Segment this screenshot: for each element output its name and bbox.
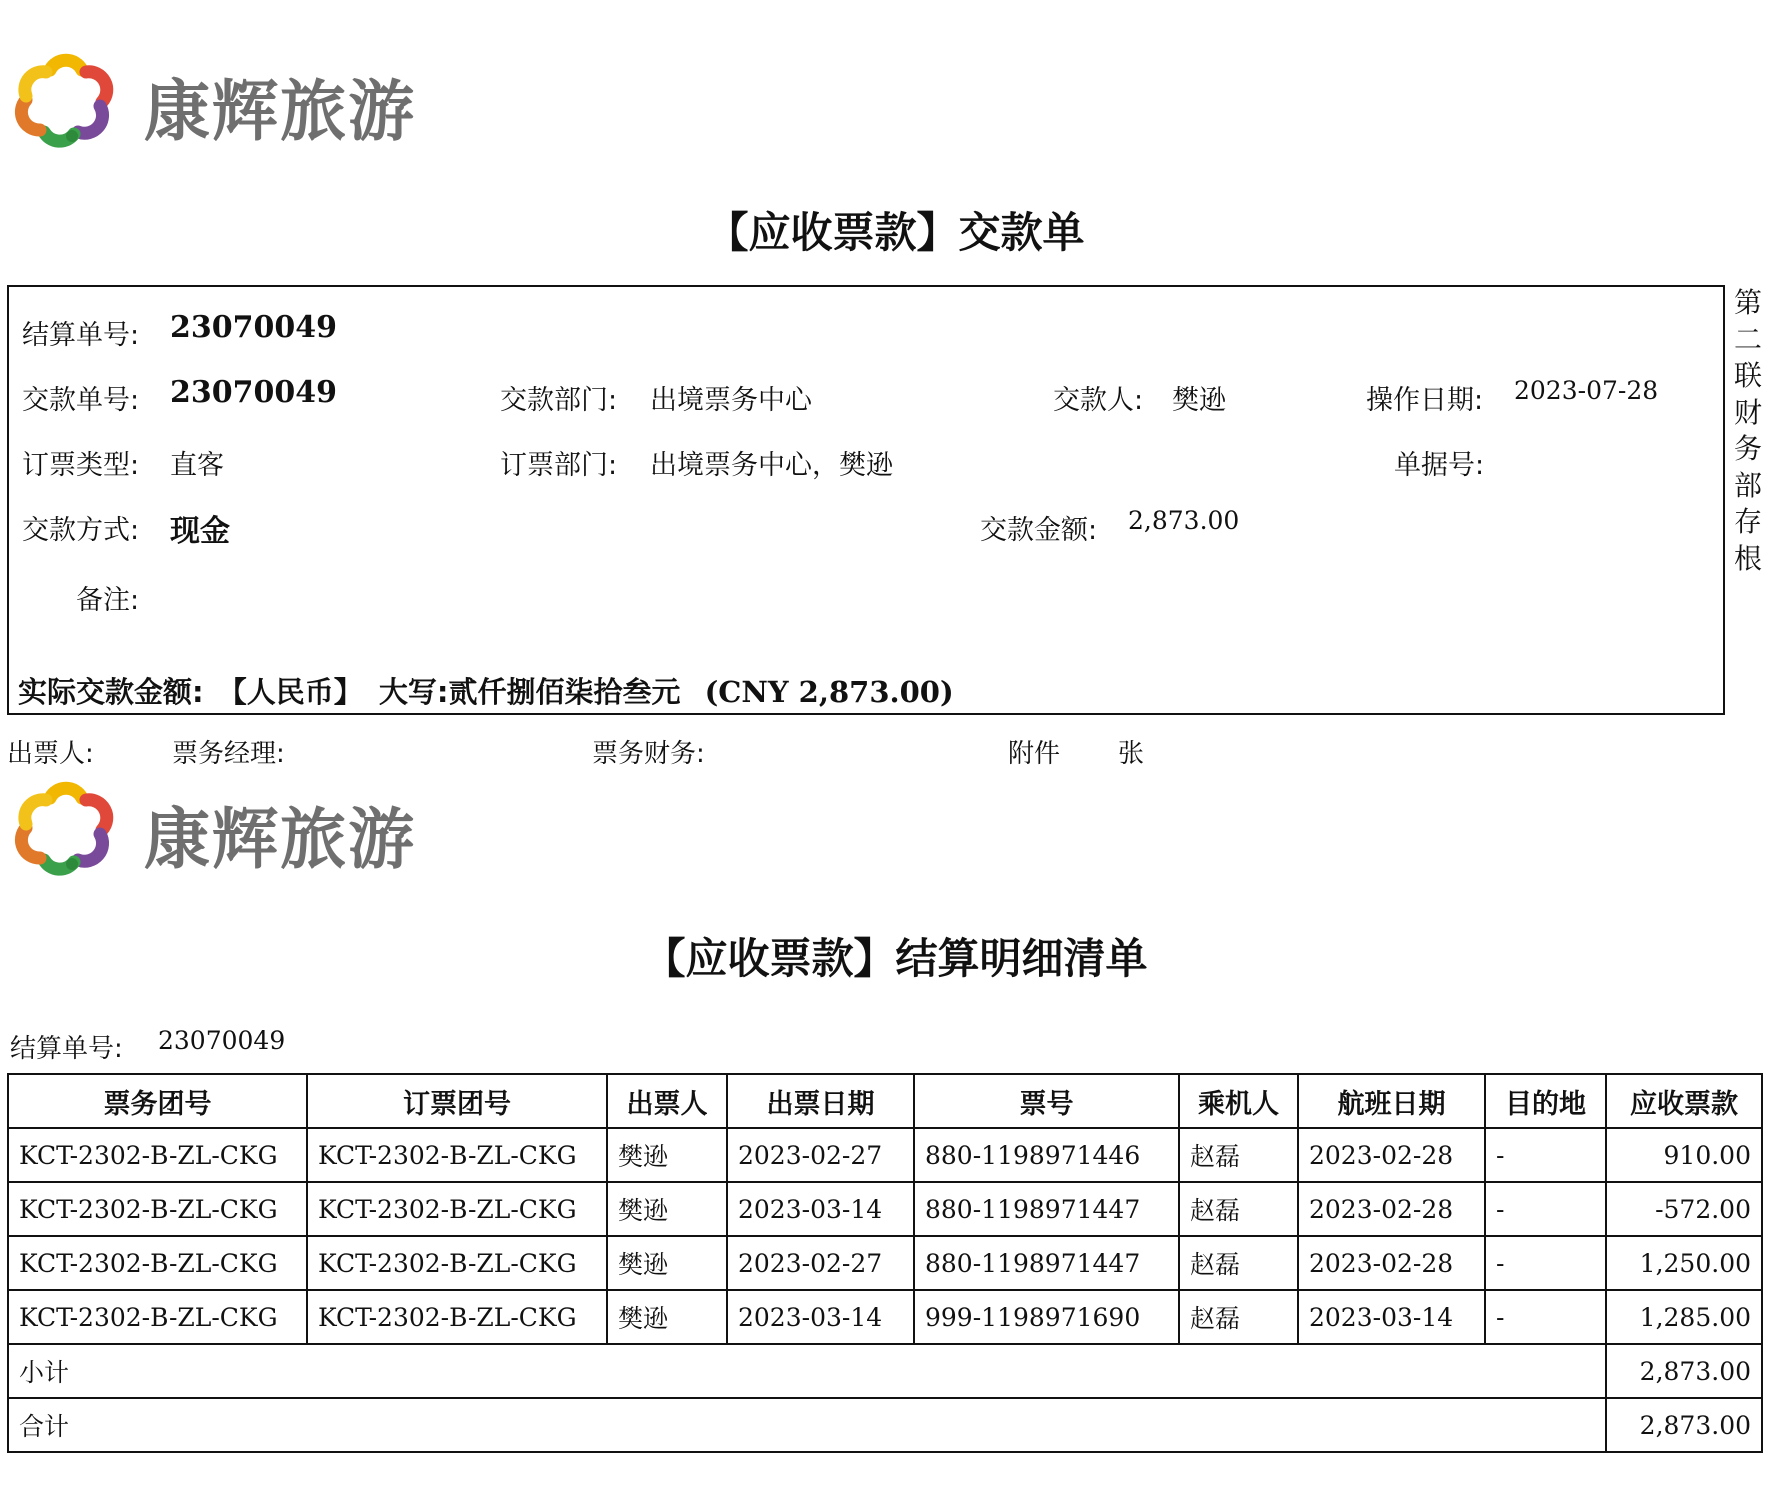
- cny-amount: (CNY 2,873.00): [704, 675, 954, 709]
- side-char: 存: [1733, 505, 1762, 538]
- header-row: [8, 1074, 1762, 1128]
- op-date: 2023-07-28: [1514, 376, 1659, 405]
- doc-no-label: 单据号:: [1394, 450, 1485, 481]
- payment-dept: 出境票务中心: [650, 385, 812, 416]
- sheets-label: 张: [1118, 739, 1145, 769]
- cell-passenger: 赵磊: [1179, 1236, 1298, 1290]
- cell-ticket-group: KCT-2302-B-ZL-CKG: [8, 1290, 307, 1344]
- cell-destination: -: [1485, 1236, 1606, 1290]
- side-char: 财: [1733, 395, 1762, 429]
- cell-destination: -: [1485, 1128, 1606, 1182]
- finance-label: 票务财务:: [592, 739, 705, 769]
- detail-table: [7, 1073, 1763, 1453]
- cell-issuer: 樊逊: [607, 1236, 727, 1290]
- cell-issue-date: 2023-02-27: [727, 1128, 914, 1182]
- capital-label: 大写:: [378, 675, 449, 709]
- cell-issue-date: 2023-03-14: [727, 1290, 914, 1344]
- column-header: 票号: [914, 1074, 1179, 1128]
- cell-passenger: 赵磊: [1179, 1182, 1298, 1236]
- cell-issuer: 樊逊: [607, 1128, 727, 1182]
- cell-destination: -: [1485, 1182, 1606, 1236]
- table-row: [8, 1182, 1762, 1236]
- cell-issuer: 樊逊: [607, 1290, 727, 1344]
- side-note: [1730, 285, 1766, 577]
- settlement-no: 23070049: [170, 310, 337, 345]
- amount-label: 交款金额:: [980, 515, 1098, 546]
- actual-label: 实际交款金额:: [18, 675, 204, 709]
- op-date-label: 操作日期:: [1366, 385, 1484, 416]
- table-row: [8, 1128, 1762, 1182]
- currency: 【人民币】: [217, 675, 363, 709]
- cell-ticket-no: 999-1198971690: [914, 1290, 1179, 1344]
- brand-name: 康辉旅游: [144, 801, 416, 878]
- cell-flight-date: 2023-02-28: [1298, 1182, 1485, 1236]
- column-header: 航班日期: [1298, 1074, 1485, 1128]
- capital-amount: 贰仟捌佰柒拾叁元: [448, 675, 681, 709]
- side-char: 务: [1733, 432, 1762, 465]
- side-char: 部: [1733, 468, 1762, 502]
- booking-type: 直客: [170, 450, 224, 481]
- issuer-label: 出票人:: [7, 739, 94, 769]
- total-value: 2,873.00: [1606, 1398, 1762, 1452]
- cell-ticket-group: KCT-2302-B-ZL-CKG: [8, 1128, 307, 1182]
- cell-booking-group: KCT-2302-B-ZL-CKG: [307, 1182, 607, 1236]
- booking-dept-label: 订票部门:: [500, 450, 618, 481]
- cell-ticket-no: 880-1198971447: [914, 1182, 1179, 1236]
- detail-settlement-no: 23070049: [158, 1026, 286, 1055]
- cell-flight-date: 2023-02-28: [1298, 1128, 1485, 1182]
- receipt-box: [7, 285, 1725, 715]
- payer-label: 交款人:: [1053, 385, 1144, 416]
- side-char: 根: [1733, 541, 1762, 575]
- cell-flight-date: 2023-02-28: [1298, 1236, 1485, 1290]
- cell-issue-date: 2023-02-27: [727, 1236, 914, 1290]
- cell-destination: -: [1485, 1290, 1606, 1344]
- pay-method-label: 交款方式:: [22, 515, 140, 546]
- total-row: [8, 1398, 1762, 1452]
- remark-label: 备注:: [76, 585, 140, 616]
- cell-issue-date: 2023-03-14: [727, 1182, 914, 1236]
- amount: 2,873.00: [1128, 506, 1240, 535]
- cell-receivable: 1,285.00: [1606, 1290, 1762, 1344]
- side-char: 联: [1733, 359, 1762, 392]
- cell-ticket-no: 880-1198971446: [914, 1128, 1179, 1182]
- receipt-title: 【应收票款】交款单: [706, 208, 1085, 257]
- subtotal-label: 小计: [8, 1344, 1606, 1398]
- pay-method: 现金: [170, 514, 230, 549]
- cell-ticket-group: KCT-2302-B-ZL-CKG: [8, 1182, 307, 1236]
- cell-receivable: 910.00: [1606, 1128, 1762, 1182]
- side-char: 第: [1733, 286, 1762, 319]
- detail-settlement-no-label: 结算单号:: [10, 1034, 123, 1064]
- settlement-no-label: 结算单号:: [22, 320, 140, 351]
- flower-logo-icon: [10, 768, 122, 880]
- company-logo: [10, 768, 430, 878]
- payer: 樊逊: [1172, 385, 1226, 416]
- payment-dept-label: 交款部门:: [500, 385, 618, 416]
- column-header: 票务团号: [8, 1074, 307, 1128]
- payment-no-label: 交款单号:: [22, 385, 140, 416]
- column-header: 乘机人: [1179, 1074, 1298, 1128]
- brand-name: 康辉旅游: [144, 73, 416, 150]
- payment-no: 23070049: [170, 375, 337, 410]
- attach-label: 附件: [1008, 739, 1061, 769]
- column-header: 订票团号: [307, 1074, 607, 1128]
- actual-amount-line: [18, 670, 954, 711]
- cell-booking-group: KCT-2302-B-ZL-CKG: [307, 1290, 607, 1344]
- cell-passenger: 赵磊: [1179, 1128, 1298, 1182]
- column-header: 出票日期: [727, 1074, 914, 1128]
- booking-type-label: 订票类型:: [22, 450, 140, 481]
- cell-passenger: 赵磊: [1179, 1290, 1298, 1344]
- column-header: 目的地: [1485, 1074, 1606, 1128]
- cell-receivable: -572.00: [1606, 1182, 1762, 1236]
- cell-booking-group: KCT-2302-B-ZL-CKG: [307, 1236, 607, 1290]
- cell-ticket-no: 880-1198971447: [914, 1236, 1179, 1290]
- subtotal-value: 2,873.00: [1606, 1344, 1762, 1398]
- cell-flight-date: 2023-03-14: [1298, 1290, 1485, 1344]
- cell-receivable: 1,250.00: [1606, 1236, 1762, 1290]
- side-char: 二: [1733, 322, 1762, 356]
- column-header: 应收票款: [1606, 1074, 1762, 1128]
- total-label: 合计: [8, 1398, 1606, 1452]
- cell-issuer: 樊逊: [607, 1182, 727, 1236]
- booking-dept: 出境票务中心，樊逊: [650, 450, 893, 481]
- cell-booking-group: KCT-2302-B-ZL-CKG: [307, 1128, 607, 1182]
- manager-label: 票务经理:: [172, 739, 285, 769]
- detail-title: 【应收票款】结算明细清单: [643, 934, 1148, 983]
- table-row: [8, 1236, 1762, 1290]
- company-logo: [10, 40, 430, 150]
- flower-logo-icon: [10, 40, 122, 152]
- column-header: 出票人: [607, 1074, 727, 1128]
- cell-ticket-group: KCT-2302-B-ZL-CKG: [8, 1236, 307, 1290]
- table-row: [8, 1290, 1762, 1344]
- subtotal-row: [8, 1344, 1762, 1398]
